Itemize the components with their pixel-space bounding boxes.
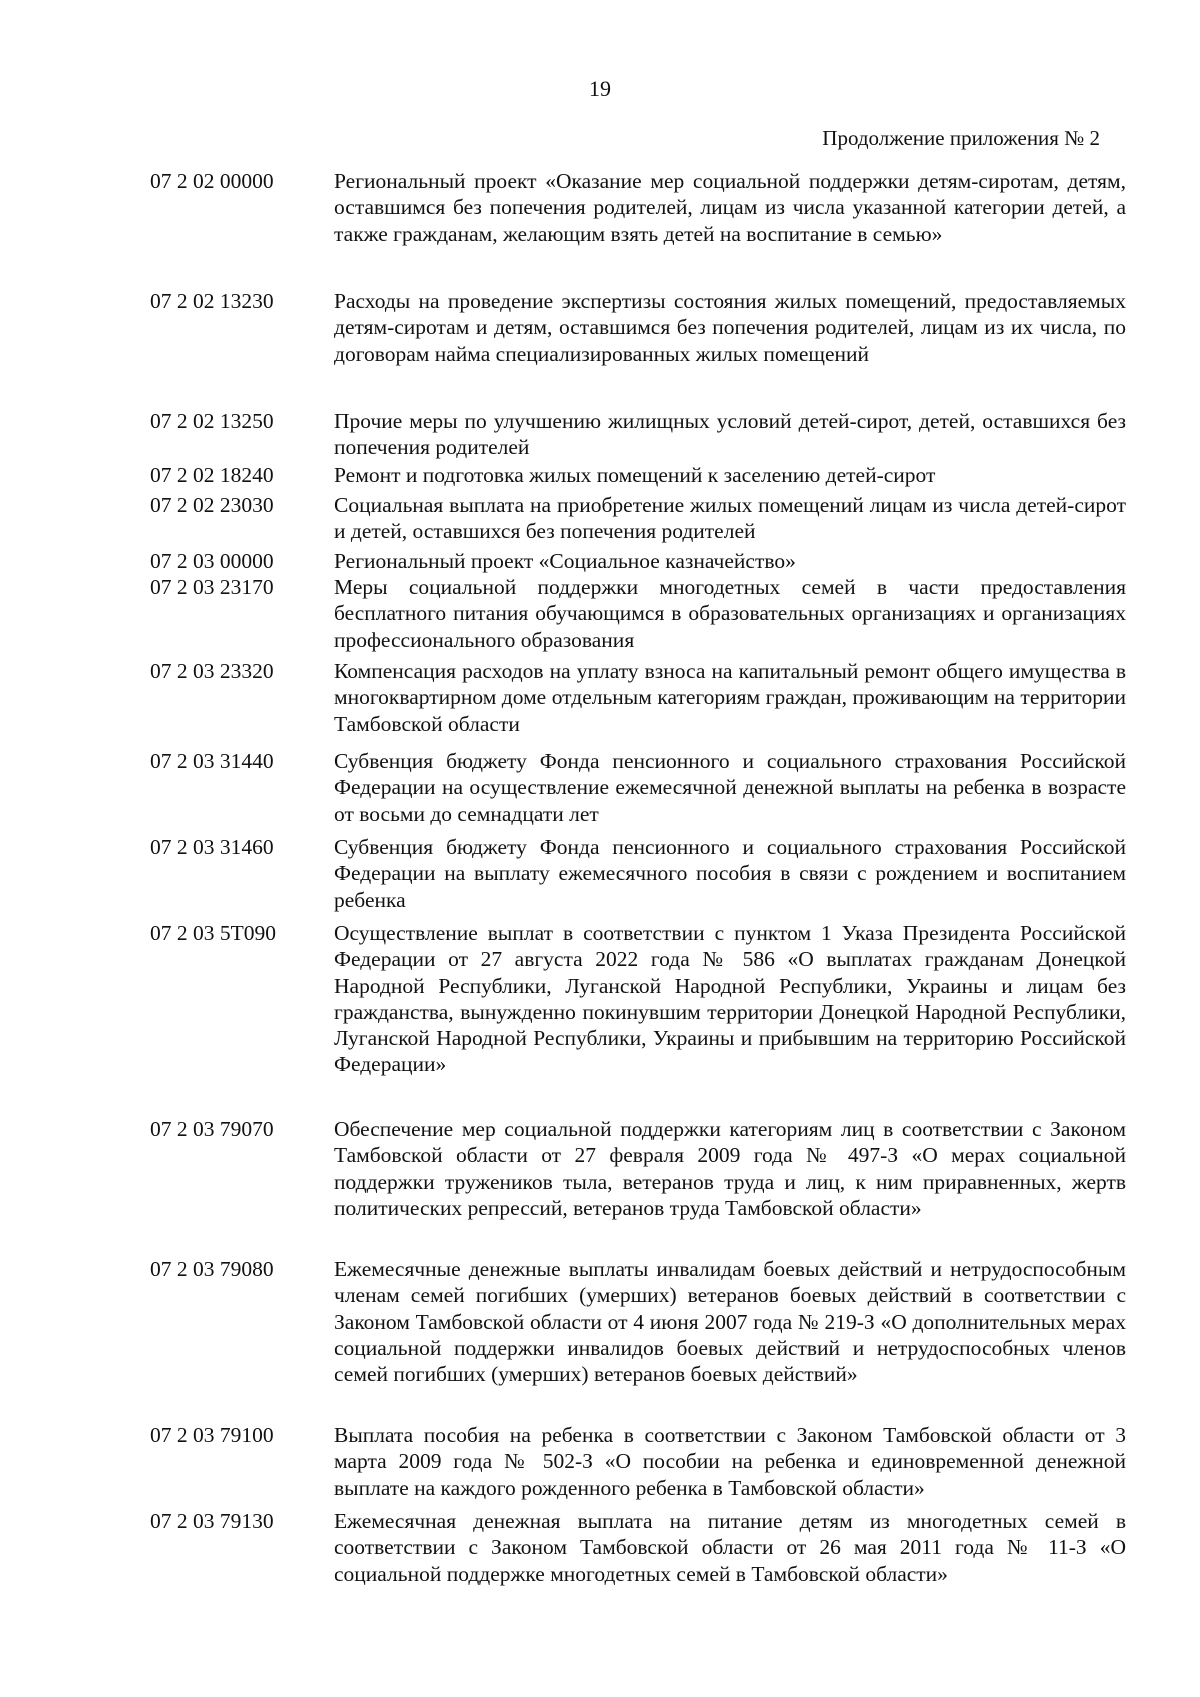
- row-code: 07 2 03 00000: [150, 549, 274, 573]
- row-code: 07 2 03 31460: [150, 835, 274, 859]
- row-description: Ежемесячная денежная выплата на питание детям из многодетных семей в соответствии с Законом Тамбовской области от 26 мая 2011 года № 11-З «О социальной поддержке многодетных семей в Тамбовской области»: [334, 1509, 1126, 1586]
- continuation-note: Продолжение приложения № 2: [822, 126, 1100, 150]
- row-code: 07 2 03 79130: [150, 1509, 274, 1533]
- row-code: 07 2 03 79100: [150, 1423, 274, 1447]
- row-description: Ежемесячные денежные выплаты инвалидам боевых действий и нетрудоспособным членам семей погибших (умерших) ветеранов боевых действий в соответствии с Законом Тамбовской области от 4 июня 2007 года № 219-З «О дополнительных мерах социальной поддержки инвалидов боевых действий и нетрудоспособных членов семей погибших (умерших) ветеранов боевых действий»: [334, 1257, 1126, 1387]
- row-code: 07 2 03 5Т090: [150, 921, 277, 945]
- row-code: 07 2 02 13230: [150, 289, 274, 313]
- row-description: Ремонт и подготовка жилых помещений к заселению детей-сирот: [334, 463, 936, 487]
- row-description: Обеспечение мер социальной поддержки категориям лиц в соответствии с Законом Тамбовской области от 27 февраля 2009 года № 497-З «О мерах социальной поддержки тружеников тыла, ветеранов труда и лиц, к ним приравненных, жертв политических репрессий, ветеранов труда Тамбовской области»: [334, 1117, 1126, 1220]
- row-description: Субвенция бюджету Фонда пенсионного и социального страхования Российской Федерации на выплату ежемесячного пособия в связи с рождением и воспитанием ребенка: [334, 835, 1126, 912]
- row-code: 07 2 03 31440: [150, 749, 274, 773]
- row-description: Региональный проект «Оказание мер социальной поддержки детям-сиротам, детям, оставшимся без попечения родителей, лицам из числа указанной категории детей, а также гражданам, желающим взять детей на воспитание в семью»: [334, 169, 1126, 246]
- row-description: Социальная выплата на приобретение жилых помещений лицам из числа детей-сирот и детей, оставшихся без попечения родителей: [334, 493, 1126, 544]
- row-description: Выплата пособия на ребенка в соответствии с Законом Тамбовской области от 3 марта 2009 года № 502-З «О пособии на ребенка и единовременной денежной выплате на каждого рожденного ребенка в Тамбовской области»: [334, 1423, 1126, 1500]
- row-code: 07 2 03 23170: [150, 575, 274, 599]
- row-code: 07 2 03 23320: [150, 659, 274, 683]
- row-code: 07 2 03 79070: [150, 1117, 274, 1141]
- row-code: 07 2 02 00000: [150, 169, 274, 193]
- row-description: Меры социальной поддержки многодетных семей в части предоставления бесплатного питания обучающимся в образовательных организациях и организациях профессионального образования: [334, 575, 1126, 652]
- row-code: 07 2 03 79080: [150, 1257, 274, 1281]
- row-description: Региональный проект «Социальное казначейство»: [334, 549, 796, 573]
- row-code: 07 2 02 23030: [150, 493, 274, 517]
- row-description: Расходы на проведение экспертизы состояния жилых помещений, предоставляемых детям-сиротам и детям, оставшимся без попечения родителей, лицам из их числа, по договорам найма специализированных жилых помещений: [334, 289, 1126, 366]
- row-description: Прочие меры по улучшению жилищных условий детей-сирот, детей, оставшихся без попечения родителей: [334, 409, 1126, 460]
- row-description: Осуществление выплат в соответствии с пунктом 1 Указа Президента Российской Федерации от 27 августа 2022 года № 586 «О выплатах гражданам Донецкой Народной Республики, Луганской Народной Республики, Украины и лицам без гражданства, вынужденно покинувшим территории Донецкой Народной Республики, Луганской Народной Республики, Украины и прибывшим на территорию Российской Федерации»: [334, 921, 1126, 1077]
- page-number: 19: [589, 76, 611, 101]
- row-code: 07 2 02 13250: [150, 409, 274, 433]
- row-description: Компенсация расходов на уплату взноса на капитальный ремонт общего имущества в многоквартирном доме отдельным категориям граждан, проживающим на территории Тамбовской области: [334, 659, 1126, 736]
- row-description: Субвенция бюджету Фонда пенсионного и социального страхования Российской Федерации на осуществление ежемесячной денежной выплаты на ребенка в возрасте от восьми до семнадцати лет: [334, 749, 1126, 826]
- row-code: 07 2 02 18240: [150, 463, 274, 487]
